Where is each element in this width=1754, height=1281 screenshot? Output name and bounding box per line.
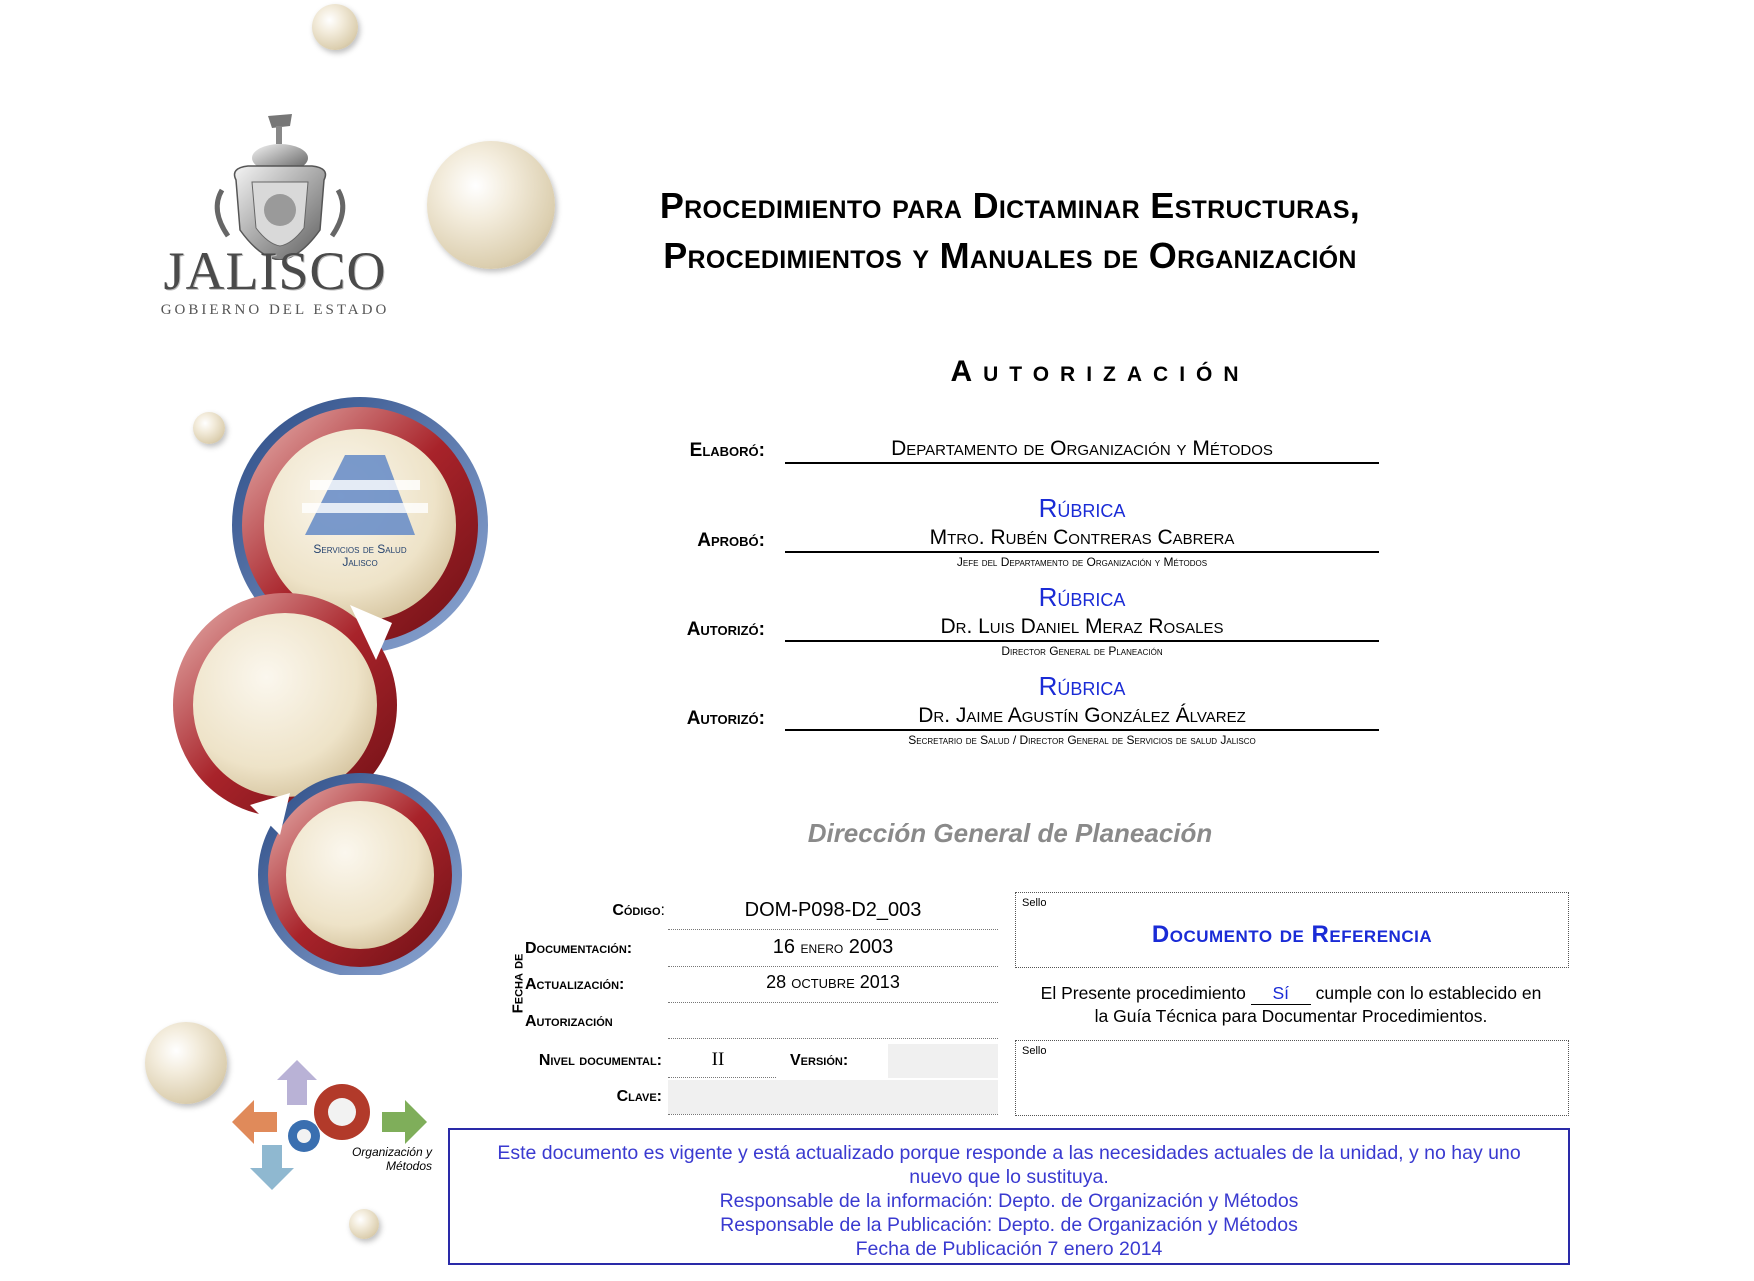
om-label: Organización y Métodos <box>351 1145 432 1173</box>
footer-line: nuevo que lo sustituya. <box>909 1166 1109 1188</box>
document-title-line2: Procedimientos y Manuales de Organización <box>663 235 1357 276</box>
signature-line <box>785 551 1379 553</box>
documentacion-value: 16 enero 2003 <box>772 936 894 958</box>
decorative-ball <box>145 1022 227 1104</box>
rings-graphic <box>140 385 500 975</box>
signature-name: Departamento de Organización y Métodos <box>891 437 1273 460</box>
signature-role: Secretario de Salud / Director General de Servicios de salud Jalisco <box>908 733 1256 747</box>
version-label: Versión: <box>790 1052 849 1069</box>
direccion-heading: Dirección General de Planeación <box>807 818 1213 848</box>
sello-label: Sello <box>1022 1045 1047 1057</box>
signature-name: Mtro. Rubén Contreras Cabrera <box>929 526 1235 549</box>
decorative-ball <box>427 141 555 269</box>
ssj-label: Servicios de Salud Jalisco <box>313 542 407 569</box>
footer-validity-box <box>448 1128 1570 1265</box>
state-subtitle: GOBIERNO DEL ESTADO <box>160 302 390 318</box>
signature-line <box>785 640 1379 642</box>
footer-line: Responsable de la Publicación: Depto. de Organización y Métodos <box>720 1214 1298 1236</box>
nivel-documental-label: Nivel documental: <box>538 1052 662 1069</box>
sello-box-bottom <box>1015 1040 1569 1116</box>
codigo-label: Código: <box>612 902 665 919</box>
signature-label: Elaboró: <box>689 440 765 461</box>
footer-line: Responsable de la información: Depto. de Organización y Métodos <box>719 1190 1299 1212</box>
compliance-text: El Presente procedimiento Sí cumple con lo establecido en la Guía Técnica para Documentar Procedimientos. <box>1040 983 1542 1026</box>
nivel-underline <box>668 1077 776 1078</box>
signature-line <box>785 462 1379 464</box>
footer-line: Este documento es vigente y está actualizado porque responde a las necesidades actuales de la unidad, y no hay uno <box>497 1142 1521 1164</box>
sello-box-top <box>1015 892 1569 968</box>
documentacion-label: Documentación: <box>525 940 633 957</box>
signature-label: Aprobó: <box>697 530 765 551</box>
section-heading: Autorización <box>950 355 1250 388</box>
actualizacion-underline <box>668 1002 998 1003</box>
signature-name: Dr. Jaime Agustín González Álvarez <box>918 704 1246 727</box>
actualizacion-label: Actualización: <box>525 976 625 993</box>
signature-line <box>785 729 1379 731</box>
footer-line: Fecha de Publicación 7 enero 2014 <box>855 1238 1163 1260</box>
compliance-answer: Sí <box>1251 982 1311 1005</box>
signature-role: Director General de Planeación <box>1001 644 1163 658</box>
documento-referencia-text: Documento de Referencia <box>1151 921 1433 948</box>
signature-name: Dr. Luis Daniel Meraz Rosales <box>940 615 1224 638</box>
decorative-ball <box>349 1209 379 1239</box>
clave-underline <box>668 1114 998 1115</box>
state-name: JALISCO <box>163 241 387 301</box>
codigo-value: DOM-P098-D2_003 <box>744 899 922 921</box>
clave-label: Clave: <box>616 1088 662 1105</box>
rubrica: Rúbrica <box>1038 582 1126 612</box>
autorizacion-underline <box>668 1038 998 1039</box>
nivel-documental-value: II <box>711 1049 725 1070</box>
signature-label: Autorizó: <box>686 619 765 640</box>
signature-label: Autorizó: <box>686 708 765 729</box>
decorative-ball <box>312 4 358 50</box>
documentacion-underline <box>668 966 998 967</box>
version-value <box>888 1044 998 1078</box>
clave-value <box>668 1080 998 1114</box>
codigo-underline <box>668 929 998 930</box>
actualizacion-value: 28 octubre 2013 <box>766 972 900 992</box>
fecha-de-vertical: Fecha de <box>509 953 527 1014</box>
signature-role: Jefe del Departamento de Organización y Métodos <box>956 555 1208 569</box>
om-logo <box>232 1060 432 1190</box>
rubrica: Rúbrica <box>1038 493 1126 523</box>
sello-label: Sello <box>1022 897 1047 909</box>
rubrica: Rúbrica <box>1038 671 1126 701</box>
jalisco-logo <box>150 110 400 325</box>
document-title-line1: Procedimiento para Dictaminar Estructuras, <box>659 185 1361 226</box>
coat-of-arms-icon <box>150 110 400 260</box>
rings-arrows-icon <box>140 385 500 975</box>
autorizacion-label: Autorización <box>525 1013 613 1030</box>
